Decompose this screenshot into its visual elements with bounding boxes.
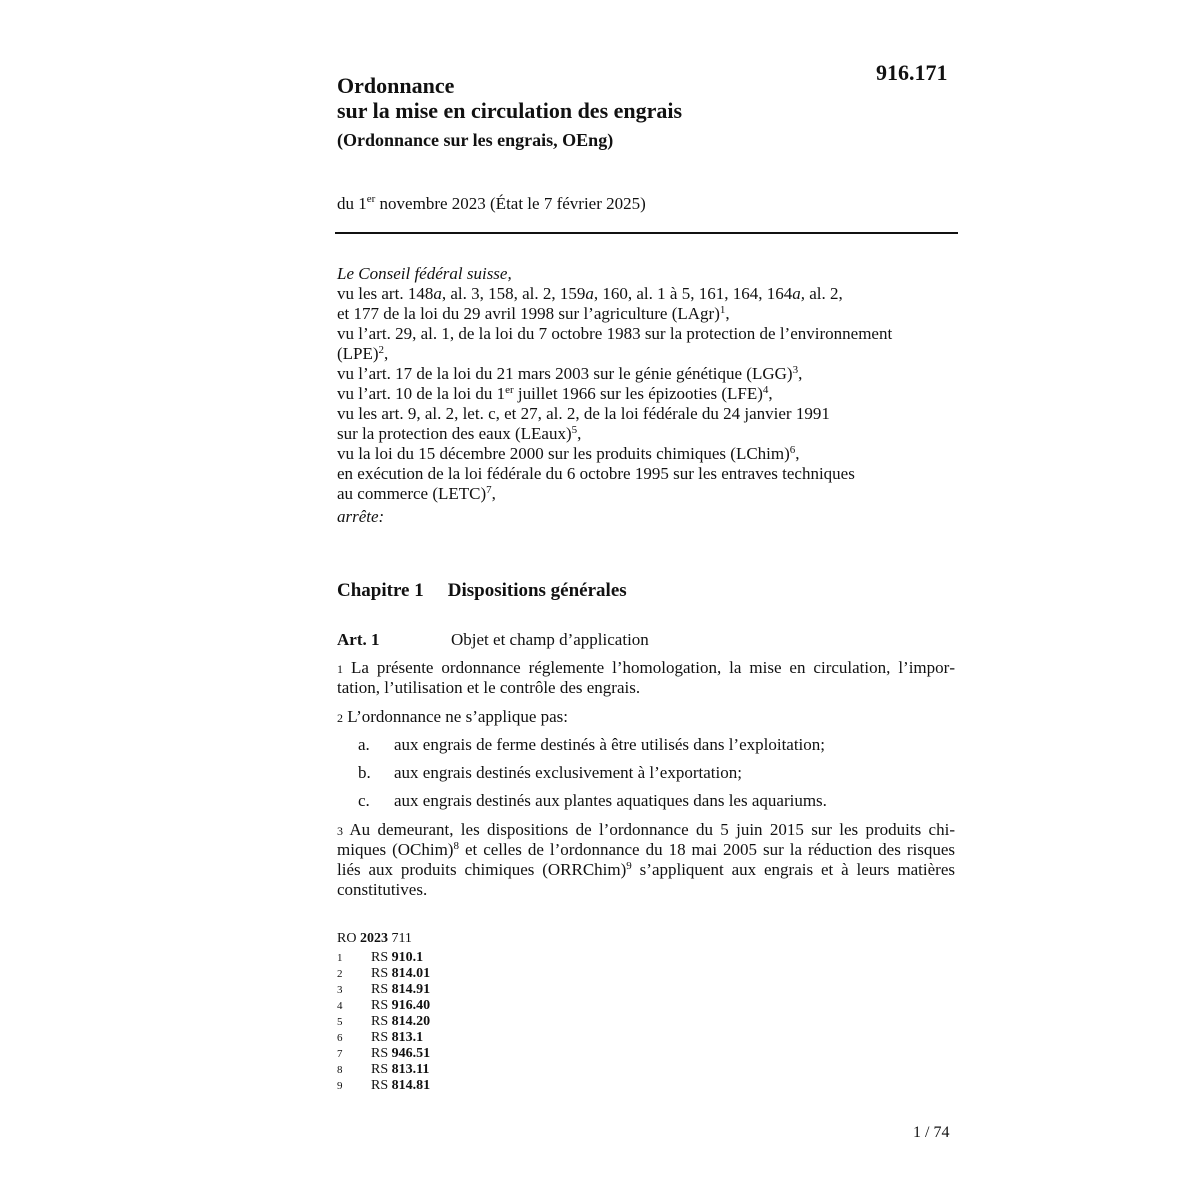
article-paragraph-2: $^2$ L’ordonnance ne s’applique pas: xyxy=(337,707,569,726)
document-title: Ordonnance xyxy=(337,73,455,98)
footnote: 9 RS 814.81 xyxy=(337,1078,431,1093)
footnote: 5 RS 814.20 xyxy=(337,1014,431,1029)
page-number: 1 / 74 xyxy=(913,1124,950,1141)
preamble-line: au commerce (LETC)$^7$, xyxy=(337,484,496,503)
article-paragraph-1: $^1$ La présente ordonnance réglemente l’homologation, la mise en circulation, l’importation, l’utilisation et le contrôle des engrais. xyxy=(337,658,955,697)
preamble-intro: Le Conseil fédéral suisse, xyxy=(337,264,512,283)
preamble-line: vu la loi du 15 décembre 2000 sur les produits chimiques (LChim)$^6$, xyxy=(337,444,800,463)
document-subtitle: (Ordonnance sur les engrais, OEng) xyxy=(337,130,614,150)
preamble-line: et 177 de la loi du 29 avril 1998 sur l’agriculture (LAgr)$^1$, xyxy=(337,304,730,323)
preamble-line: vu l’art. 29, al. 1, de la loi du 7 octobre 1983 sur la protection de l’environnement xyxy=(337,324,893,343)
preamble-line: sur la protection des eaux (LEaux)$^5$, xyxy=(337,424,582,443)
footnote: 6 RS 813.1 xyxy=(337,1030,424,1045)
footnote: 1 RS 910.1 xyxy=(337,950,424,965)
preamble-line: vu l’art. 10 de la loi du 1er juillet 1966 sur les épizooties (LFE)$^4$, xyxy=(337,384,773,403)
preamble-line: en exécution de la loi fédérale du 6 octobre 1995 sur les entraves techniques xyxy=(337,464,855,483)
ro-reference: RO 2023 711 xyxy=(337,931,412,946)
sr-number: 916.171 xyxy=(876,60,948,85)
article-paragraph-3: $^3$ Au demeurant, les dispositions de l’ordonnance du 5 juin 2015 sur les produits chimiques (OChim)$^8$ et celles de l’ordonnance du 18 mai 2005 sur la réduction des risques liés aux produits chimiques (ORRChim)$^9$ s’appliquent aux engrais et à leurs matières constitutives. xyxy=(337,820,955,899)
document-date: du 1er novembre 2023 (État le 7 février 2025) xyxy=(337,193,646,213)
preamble-line: vu les art. 9, al. 2, let. c, et 27, al. 2, de la loi fédérale du 24 janvier 1991 xyxy=(337,404,830,423)
list-item: b. aux engrais destinés exclusivement à l’exportation; xyxy=(358,763,742,782)
preamble-line: vu les art. 148a, al. 3, 158, al. 2, 159a, 160, al. 1 à 5, 161, 164, 164a, al. 2, xyxy=(337,284,843,303)
list-item: c. aux engrais destinés aux plantes aquatiques dans les aquariums. xyxy=(358,791,827,810)
footnote: 8 RS 813.11 xyxy=(337,1062,430,1077)
list-item: a. aux engrais de ferme destinés à être utilisés dans l’exploitation; xyxy=(358,735,826,754)
document-title-line2: sur la mise en circulation des engrais xyxy=(337,98,683,123)
preamble xyxy=(337,264,957,527)
footnote: 7 RS 946.51 xyxy=(337,1046,431,1061)
footnote: 2 RS 814.01 xyxy=(337,966,431,981)
footnotes xyxy=(337,950,430,1094)
chapter-heading: Chapitre 1 Dispositions générales xyxy=(337,580,627,601)
footnote: 3 RS 814.91 xyxy=(337,982,431,997)
article-heading: Art. 1 Objet et champ d’application xyxy=(337,630,649,649)
preamble-line: vu l’art. 17 de la loi du 21 mars 2003 sur le génie génétique (LGG)$^3$, xyxy=(337,364,803,383)
preamble-arrete: arrête: xyxy=(337,507,385,526)
footnote: 4 RS 916.40 xyxy=(337,998,431,1013)
preamble-line: (LPE)$^2$, xyxy=(337,344,389,363)
header-divider xyxy=(335,232,958,234)
